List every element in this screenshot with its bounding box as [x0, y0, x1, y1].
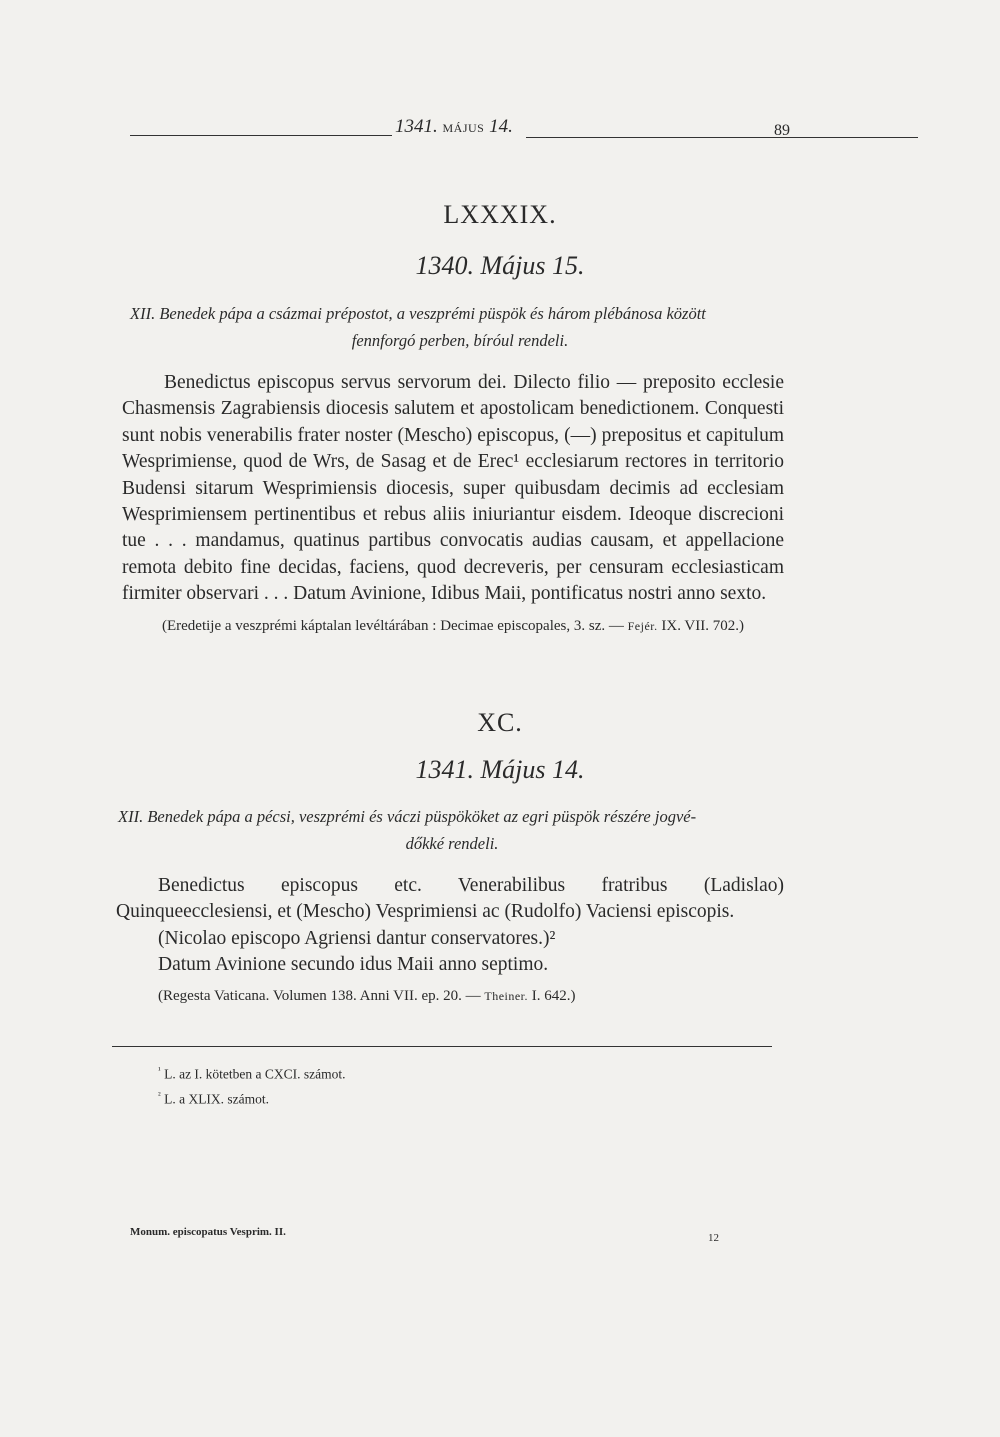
regest-line: XII. Benedek pápa a csázmai prépostot, a veszprémi püspök és három plébánosa között — [130, 304, 706, 323]
footnote-text: L. a XLIX. számot. — [164, 1091, 270, 1106]
latin-text: Datum Avinione secundo idus Maii anno septimo. — [158, 954, 549, 976]
footnotes — [158, 1060, 346, 1109]
document-body — [122, 370, 784, 608]
latin-text: (Nicolao episcopo Agriensi dantur conservatores.)² — [158, 927, 556, 949]
document-regest — [130, 300, 790, 354]
sheet-number: 12 — [708, 1232, 719, 1244]
source-text: (Regesta Vaticana. Volumen 138. Anni VII. ep. 20. — — [158, 988, 481, 1004]
footnote-text: L. az I. kötetben a CXCI. számot. — [164, 1066, 346, 1082]
source-author: Theiner. — [484, 989, 529, 1003]
source-text: (Eredetije a veszprémi káptalan levéltárában : Decimae episcopales, 3. sz. — — [162, 618, 624, 634]
running-title — [395, 116, 513, 138]
running-title-day: 14. — [489, 116, 513, 137]
running-header — [130, 112, 790, 152]
source-note — [122, 616, 784, 637]
document-date: 1341. Május 14. — [415, 755, 585, 784]
regest-line: fennforgó perben, bíróul rendeli. — [351, 331, 569, 350]
document-date: 1340. Május 15. — [415, 251, 585, 280]
regest-line: dőkké rendeli. — [405, 834, 499, 853]
source-ref: I. 642.) — [531, 988, 576, 1004]
printer-signature: Monum. episcopatus Vesprim. II. — [130, 1226, 286, 1238]
footnote-mark: ² — [158, 1089, 161, 1100]
document-number: XC. — [477, 708, 523, 737]
header-rule-left — [130, 135, 392, 136]
footnote — [158, 1085, 346, 1110]
document-number: LXXXIX. — [443, 200, 557, 229]
header-rule-right — [526, 137, 918, 138]
source-note — [158, 986, 778, 1007]
footnote-mark: ¹ — [158, 1065, 161, 1075]
latin-text: Benedictus episcopus etc. Venerabilibus fratribus (Ladislao) Quinqueecclesiensi, et (Mescho) Vesprimiensi ac (Rudolfo) Vaciensi episcopis. — [116, 875, 784, 923]
latin-text: Benedictus episcopus servus servorum dei. Dilecto filio — preposito ecclesie Chasmensis Zagrabiensis diocesis salutem et apostolicam benedictionem. Conquesti sunt nobis venerabilis frater noster (Mescho) episcopus, (—) prepositus et capitulum Wesprimiense, quod de Wrs, de Sasag et de Erec¹ ecclesiarum rectores in territorio Budensi sitarum Wesprimiensis diocesis, super quibusdam decimis ad ecclesiam Wesprimiensem pertinentibus et rebus aliis iniuriantur eisdem. Ideoque discrecioni tue . . . mandamus, quatinus partibus convocatis audias causam, et appellacione remota debito fine decidas, faciens, quod decreveris, per censuram ecclesiasticam firmiter observari . . . Datum Avinione, Idibus Maii, pontificatus nostri anno sexto. — [122, 372, 784, 605]
running-title-month: MÁJUS — [442, 121, 485, 135]
document-regest — [118, 803, 786, 857]
running-title-year: 1341. — [395, 116, 438, 137]
source-author: Fejér. — [627, 619, 658, 633]
document-body — [116, 873, 784, 979]
footnote-rule — [112, 1046, 772, 1047]
source-ref: IX. VII. 702.) — [661, 618, 744, 634]
footnote — [158, 1060, 346, 1085]
page-number: 89 — [774, 122, 790, 139]
regest-line: XII. Benedek pápa a pécsi, veszprémi és váczi püspököket az egri püspök részére jogvé- — [118, 807, 697, 826]
